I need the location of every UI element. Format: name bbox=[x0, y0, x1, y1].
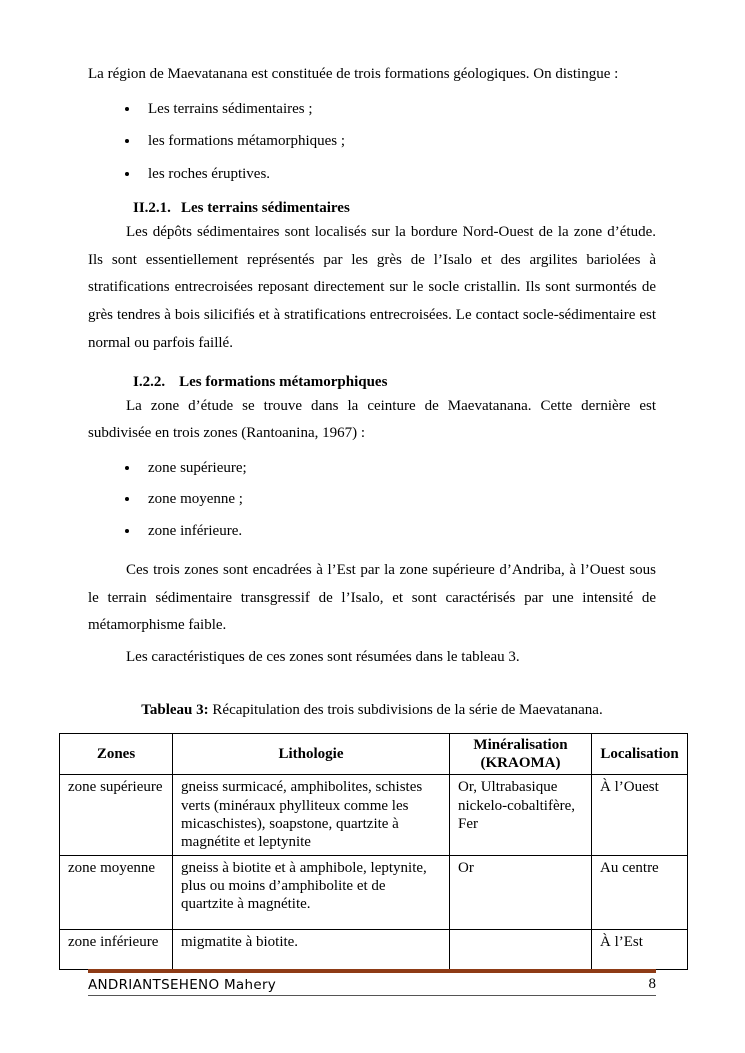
column-header-lithologie: Lithologie bbox=[173, 733, 450, 775]
cell-zone: zone moyenne bbox=[60, 855, 173, 929]
section-number: II.2.1. bbox=[133, 199, 171, 216]
list-item: • zone supérieure; bbox=[140, 458, 656, 478]
table-row bbox=[60, 775, 688, 855]
intro-paragraph: La région de Maevatanana est constituée de trois formations géologiques. On distingue : bbox=[88, 66, 619, 82]
table-row bbox=[60, 855, 688, 929]
page-number: 8 bbox=[648, 976, 656, 992]
footer-rule-bar bbox=[88, 969, 656, 973]
paragraph-caracteristiques: Les caractéristiques de ces zones sont résumées dans le tableau 3. bbox=[126, 649, 520, 665]
cell-zone: zone inférieure bbox=[60, 929, 173, 969]
list-item: • les roches éruptives. bbox=[140, 164, 656, 184]
page-footer bbox=[88, 969, 656, 996]
section-title: Les formations métamorphiques bbox=[179, 373, 388, 390]
table-row bbox=[60, 929, 688, 969]
paragraph-ceinture-maevatanana: La zone d’étude se trouve dans la ceinture de Maevatanana. Cette dernière est subdivisée en trois zones (Rantoanina, 1967) : bbox=[88, 397, 656, 442]
table-caption bbox=[88, 702, 656, 719]
section-title: Les terrains sédimentaires bbox=[180, 199, 350, 216]
cell-localisation: À l’Est bbox=[592, 929, 688, 969]
table-caption-text: Récapitulation des trois subdivisions de la série de Maevatanana. bbox=[208, 701, 603, 718]
footer-row bbox=[88, 976, 656, 996]
section-heading-formations-metamorphiques bbox=[133, 374, 656, 391]
column-header-mineralisation: Minéralisation (KRAOMA) bbox=[450, 733, 592, 775]
paragraph-trois-zones: Ces trois zones sont encadrées à l’Est par la zone supérieure d’Andriba, à l’Ouest sous le terrain sédimentaire transgressif de l’Isalo, et sont caractérisés par une intensité de métamorphisme faible. bbox=[88, 561, 656, 634]
table-caption-label: Tableau 3: bbox=[141, 701, 209, 718]
cell-lithologie: migmatite à biotite. bbox=[173, 929, 450, 969]
footer-author: ANDRIANTSEHENO Mahery bbox=[88, 977, 277, 993]
paragraph-terrains-sedimentaires: Les dépôts sédimentaires sont localisés sur la bordure Nord-Ouest de la zone d’étude. Ils sont essentiellement représentés par les grès de l’Isalo et des argilites bariolées à stratifications entrecroisées reposant directement sur le socle cristallin. Ils sont surmontés de grès tendres à bois silicifiés et à stratifications entrecroisées. Le contact socle-sédimentaire est normal ou parfois faillé. bbox=[88, 223, 656, 351]
cell-lithologie: gneiss à biotite et à amphibole, leptynite, plus ou moins d’amphibolite et de quartzite à magnétite. bbox=[173, 855, 450, 929]
cell-zone: zone supérieure bbox=[60, 775, 173, 855]
cell-localisation: À l’Ouest bbox=[592, 775, 688, 855]
list-item: • Les terrains sédimentaires ; bbox=[140, 99, 656, 119]
cell-lithologie: gneiss surmicacé, amphibolites, schistes verts (minéraux phylliteux comme les micaschistes), soapstone, quartzite à magnétite et leptynite bbox=[173, 775, 450, 855]
zones-table bbox=[59, 733, 688, 970]
formations-list bbox=[88, 99, 656, 184]
list-item: • zone moyenne ; bbox=[140, 489, 656, 509]
cell-mineralisation bbox=[450, 929, 592, 969]
column-header-localisation: Localisation bbox=[592, 733, 688, 775]
cell-mineralisation: Or, Ultrabasique nickelo-cobaltifère, Fer bbox=[450, 775, 592, 855]
column-header-zones: Zones bbox=[60, 733, 173, 775]
list-item: • les formations métamorphiques ; bbox=[140, 131, 656, 151]
list-item: • zone inférieure. bbox=[140, 521, 656, 541]
cell-mineralisation: Or bbox=[450, 855, 592, 929]
zones-list bbox=[88, 458, 656, 541]
cell-localisation: Au centre bbox=[592, 855, 688, 929]
section-heading-terrains-sedimentaires bbox=[133, 200, 656, 217]
section-number: I.2.2. bbox=[133, 373, 166, 390]
table-header-row bbox=[60, 733, 688, 775]
